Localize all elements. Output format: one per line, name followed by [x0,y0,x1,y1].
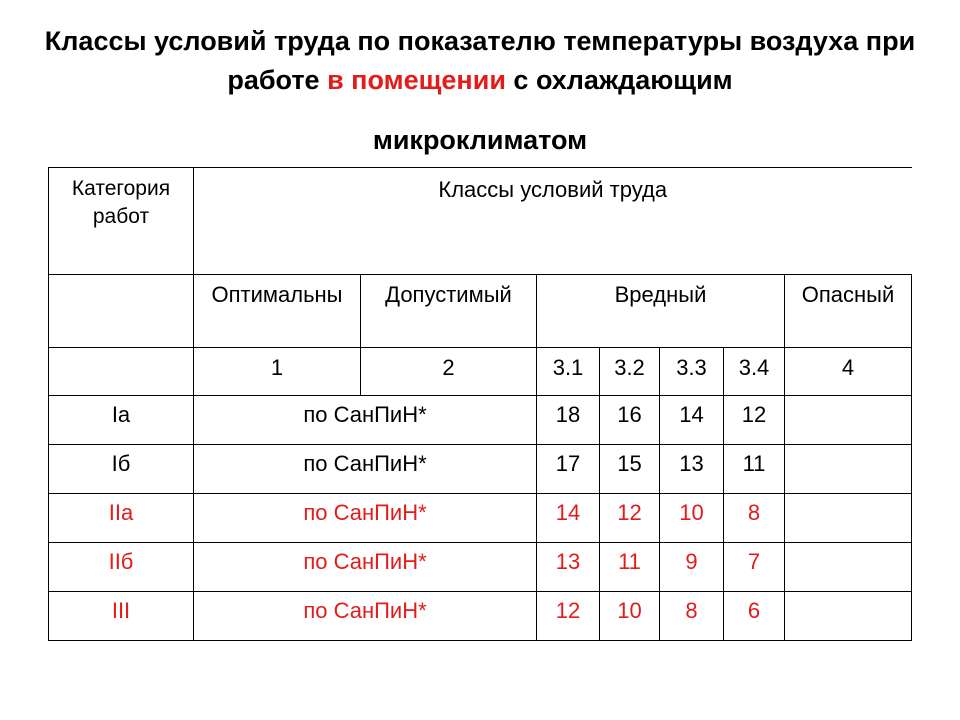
table-row [49,494,912,543]
row-v33: 10 [660,494,724,543]
table-row [49,592,912,641]
row-value: по СанПиН* [194,592,537,641]
row-value: по СанПиН* [194,494,537,543]
page-title [0,22,960,160]
header-optimal-label: Оптимальны [211,282,343,307]
row-v34: 12 [724,396,785,445]
row-v31: 18 [537,396,600,445]
header-acceptable [361,275,537,348]
table-row [49,543,912,592]
row-v34: 8 [724,494,785,543]
row-v33: 13 [660,445,724,494]
table-row [49,445,912,494]
code-1: 1 [194,348,361,396]
code-2: 2 [361,348,537,396]
header-dangerous [785,275,912,348]
row-v33: 9 [660,543,724,592]
row-dangerous-empty [785,445,912,494]
row-dangerous-empty [785,543,912,592]
header-classes [194,168,912,275]
row-v33: 8 [660,592,724,641]
codes-blank [49,348,194,396]
title-line-3: микроклиматом [372,125,588,155]
row-dangerous-empty [785,592,912,641]
row-category: IIб [49,543,194,592]
row-v32: 11 [600,543,660,592]
title-text-end: с охлаждающим [505,65,733,95]
header-dangerous-label: Опасный [801,282,895,307]
row-v34: 6 [724,592,785,641]
row-value: по СанПиН* [194,445,537,494]
row-v32: 15 [600,445,660,494]
row-v31: 12 [537,592,600,641]
row-dangerous-empty [785,494,912,543]
header-harmful [537,275,785,348]
row-v31: 13 [537,543,600,592]
row-v31: 14 [537,494,600,543]
header-harmful-label: Вредный [614,282,707,307]
header-category [49,168,194,275]
row-value: по СанПиН* [194,543,537,592]
working-conditions-table [48,167,912,641]
header-acceptable-label: Допустимый [385,282,512,307]
code-3-2: 3.2 [600,348,660,396]
header-row [49,168,912,275]
row-v34: 7 [724,543,785,592]
table-row [49,396,912,445]
row-category: IIа [49,494,194,543]
row-category: III [49,592,194,641]
code-3-1: 3.1 [537,348,600,396]
header-optimal [194,275,361,348]
header-category-label: Категория работ [71,177,171,228]
row-dangerous-empty [785,396,912,445]
code-4: 4 [785,348,912,396]
row-value: по СанПиН* [194,396,537,445]
row-v31: 17 [537,445,600,494]
header-classes-label: Классы условий труда [438,177,668,202]
code-3-4: 3.4 [724,348,785,396]
codes-row [49,348,912,396]
row-v33: 14 [660,396,724,445]
subheader-blank [49,275,194,348]
title-highlight: в помещении [327,65,506,95]
row-v32: 12 [600,494,660,543]
title-text: Классы условий труда по показателю температуры воздуха при работе [44,26,916,95]
row-v32: 16 [600,396,660,445]
code-3-3: 3.3 [660,348,724,396]
subheader-row [49,275,912,348]
row-category: Iб [49,445,194,494]
row-category: Iа [49,396,194,445]
row-v32: 10 [600,592,660,641]
row-v34: 11 [724,445,785,494]
